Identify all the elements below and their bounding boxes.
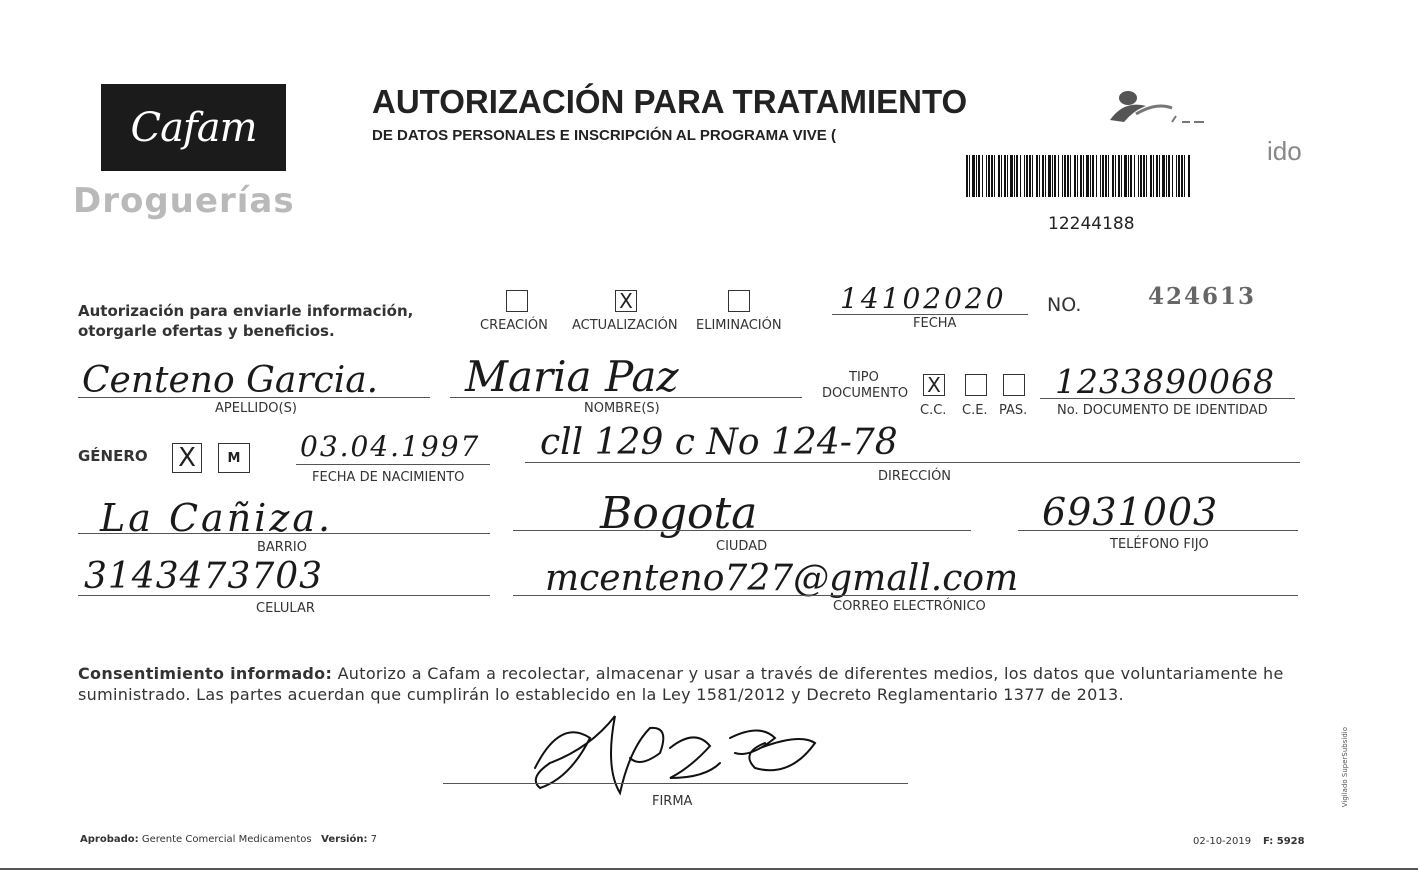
pas-checkbox[interactable] xyxy=(1003,374,1025,396)
consent-paragraph xyxy=(78,663,1296,705)
date-label: FECHA xyxy=(913,316,957,331)
gender-label: GÉNERO xyxy=(78,447,148,465)
gender-m-checkbox[interactable]: M xyxy=(218,443,250,473)
city-value[interactable]: Bogota xyxy=(600,488,758,539)
creacion-checkbox[interactable] xyxy=(506,290,528,312)
actualizacion-checkbox[interactable]: X xyxy=(615,290,637,312)
mobile-value[interactable]: 3143473703 xyxy=(84,556,324,597)
birth-date-label: FECHA DE NACIMIENTO xyxy=(312,470,465,485)
signature-label: FIRMA xyxy=(652,794,693,809)
footer-approved xyxy=(80,834,377,845)
handwritten-signature xyxy=(520,708,830,803)
doc-type-label-1: TIPO xyxy=(849,370,879,385)
version-value: 7 xyxy=(370,834,378,845)
pas-label: PAS. xyxy=(999,403,1028,418)
consent-lead: Consentimiento informado: xyxy=(78,664,333,683)
doc-type-label-2: DOCUMENTO xyxy=(822,386,909,401)
cc-checkbox[interactable]: X xyxy=(923,374,945,396)
cut-text: ido xyxy=(1267,136,1302,166)
intro-line-1: Autorización para enviarle información, xyxy=(78,302,414,320)
doc-number-value[interactable]: 1233890068 xyxy=(1055,362,1275,401)
version-label: Versión: xyxy=(321,834,368,845)
phone-value[interactable]: 6931003 xyxy=(1042,490,1219,534)
neighborhood-label: BARRIO xyxy=(257,540,307,555)
drogerias-label: Droguerías xyxy=(73,181,295,221)
ce-checkbox[interactable] xyxy=(965,374,987,396)
barcode-number: 12244188 xyxy=(1048,214,1135,234)
actualizacion-label: ACTUALIZACIÓN xyxy=(572,318,678,333)
names-label: NOMBRE(S) xyxy=(584,401,660,416)
footer-date: 02-10-2019 xyxy=(1193,836,1252,847)
surname-value[interactable]: Centeno Garcia. xyxy=(82,360,379,401)
cc-label: C.C. xyxy=(920,403,947,418)
city-label: CIUDAD xyxy=(716,539,768,554)
creacion-label: CREACIÓN xyxy=(480,318,548,333)
vive-program-icon xyxy=(1106,88,1206,128)
form-title: AUTORIZACIÓN PARA TRATAMIENTO xyxy=(372,83,968,120)
side-vertical-text: Vigilado SuperSubsidio xyxy=(1341,727,1349,808)
eliminacion-checkbox[interactable] xyxy=(728,290,750,312)
address-value[interactable]: cll 129 c No 124-78 xyxy=(540,422,898,463)
surname-label: APELLIDO(S) xyxy=(215,401,297,416)
gender-f-checkbox[interactable]: X xyxy=(172,443,202,473)
eliminacion-label: ELIMINACIÓN xyxy=(696,318,782,333)
form-subtitle: DE DATOS PERSONALES E INSCRIPCIÓN AL PROGRAMA VIVE ( xyxy=(372,127,836,144)
intro-line-2: otorgarle ofertas y beneficios. xyxy=(78,322,335,340)
consent-text: Autorizo a Cafam a recolectar, almacenar y usar a través de diferentes medios, los datos que voluntariamente he suministrado. Las partes acuerdan que cumplirán lo establecido en la Ley 1581/2012 y Decreto Reglamentario 1377 de 2013. xyxy=(78,664,1284,704)
authorization-intro xyxy=(78,301,413,341)
phone-label: TELÉFONO FIJO xyxy=(1110,537,1209,552)
approved-value: Gerente Comercial Medicamentos xyxy=(141,834,312,845)
ce-label: C.E. xyxy=(962,403,988,418)
form-number: 424613 xyxy=(1148,283,1257,310)
email-label: CORREO ELECTRÓNICO xyxy=(833,599,986,614)
cafam-logo: Cafam xyxy=(101,84,286,171)
date-value[interactable]: 14102020 xyxy=(840,282,1007,315)
birth-date-value[interactable]: 03.04.1997 xyxy=(300,430,481,463)
footer-form-code: F: 5928 xyxy=(1263,836,1305,847)
page-edge xyxy=(0,868,1418,870)
address-label: DIRECCIÓN xyxy=(878,469,952,484)
names-value[interactable]: Maria Paz xyxy=(465,352,679,401)
email-value[interactable]: mcenteno727@gmall.com xyxy=(545,558,1019,599)
barcode xyxy=(966,155,1191,197)
mobile-label: CELULAR xyxy=(256,601,315,616)
doc-number-label: No. DOCUMENTO DE IDENTIDAD xyxy=(1057,403,1268,418)
number-label: NO. xyxy=(1047,294,1082,316)
approved-label: Aprobado: xyxy=(80,834,139,845)
neighborhood-value[interactable]: La Cañiza. xyxy=(100,496,334,540)
